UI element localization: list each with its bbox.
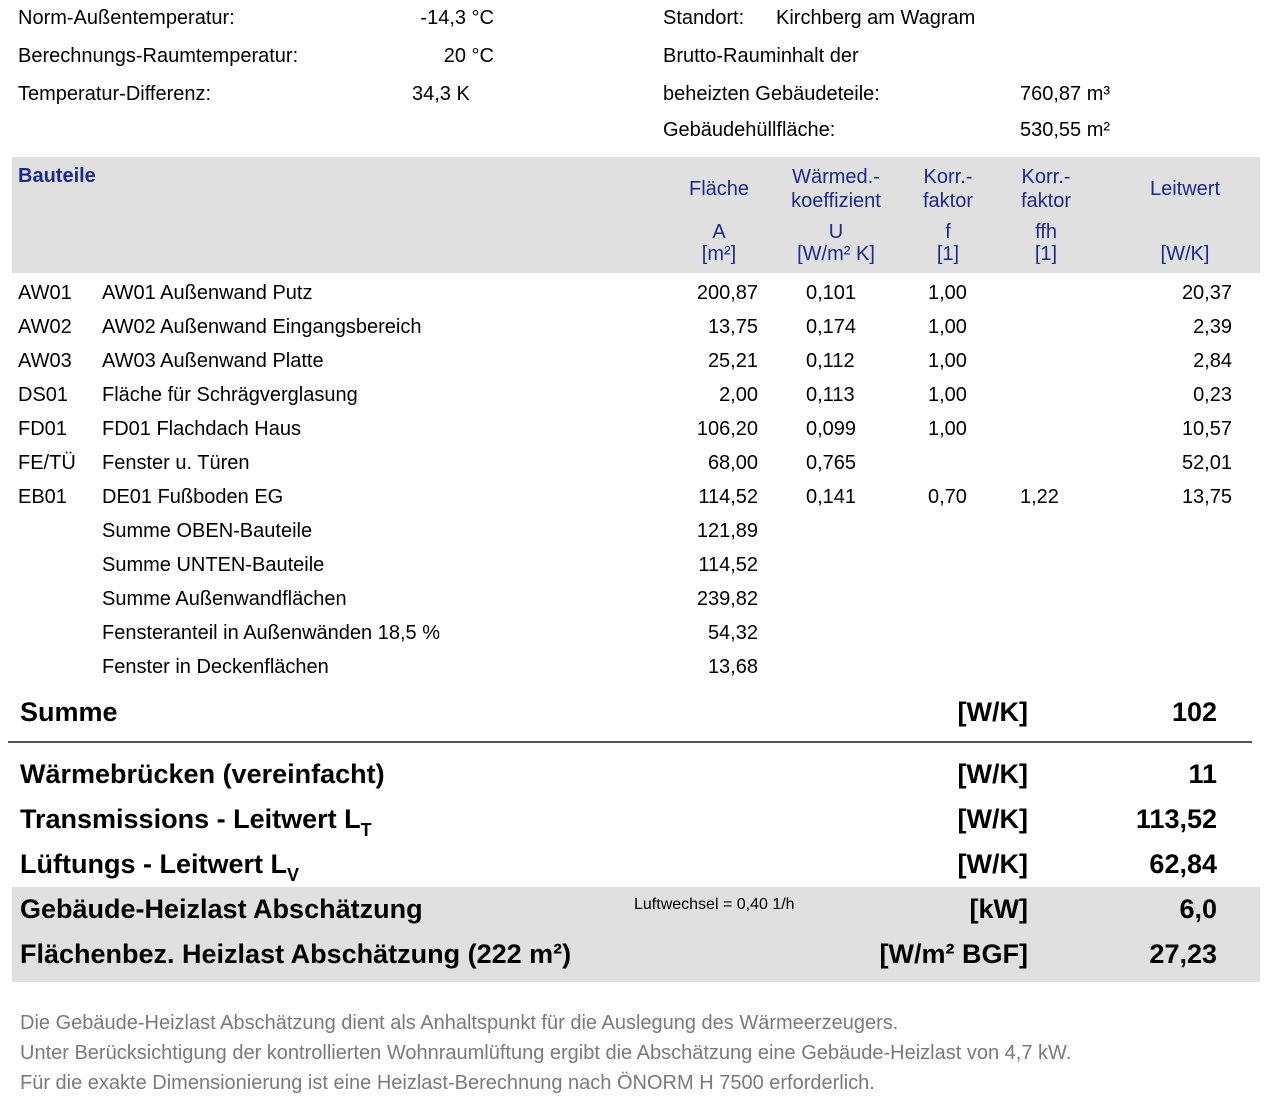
- location-label: Standort:: [663, 7, 745, 29]
- row-corr-f: 1,00: [928, 384, 967, 406]
- row-corr-f: 1,00: [928, 418, 967, 440]
- header-corr-f-symbol: f: [945, 221, 951, 243]
- row-corr-ffh: 1,22: [1020, 486, 1059, 508]
- header-corr-ffh-2: faktor: [1020, 190, 1072, 212]
- header-corr-ffh-unit: [1]: [1034, 243, 1058, 265]
- header-conductance: Leitwert: [1149, 178, 1221, 200]
- thermal-bridges-value: 11: [1188, 759, 1217, 789]
- air-change-note: Luftwechsel = 0,40 1/h: [634, 896, 795, 913]
- transmission-unit: [W/K]: [957, 804, 1028, 834]
- header-corr-f-2: faktor: [922, 190, 974, 212]
- header-conductance-unit: [W/K]: [1160, 243, 1210, 265]
- row-code: DS01: [18, 384, 69, 406]
- row-name: Fenster u. Türen: [102, 452, 250, 474]
- row-u-value: 0,141: [806, 486, 857, 508]
- sum-name: Summe UNTEN-Bauteile: [102, 554, 325, 576]
- row-code: AW03: [18, 350, 72, 372]
- ventilation-label-text: Lüftungs - Leitwert L: [20, 849, 287, 879]
- gross-volume-label-2: beheizten Gebäudeteile:: [663, 83, 880, 105]
- sum-name: Fensteranteil in Außenwänden 18,5 %: [102, 622, 440, 644]
- row-name: FD01 Flachdach Haus: [102, 418, 301, 440]
- footnote-line: Unter Berücksichtigung der kontrollierten Wohnraumlüftung ergibt die Abschätzung eine Gebäude-Heizlast von 4,7 kW.: [20, 1042, 1072, 1064]
- area-heating-load-value: 27,23: [1149, 939, 1217, 969]
- row-code: EB01: [18, 486, 67, 508]
- row-name: AW02 Außenwand Eingangsbereich: [102, 316, 422, 338]
- header-corr-f-unit: [1]: [936, 243, 960, 265]
- header-area-symbol: A: [712, 221, 726, 243]
- row-corr-f: 1,00: [928, 316, 967, 338]
- sum-area: 239,82: [696, 588, 758, 610]
- header-corr-f-1: Korr.-: [923, 166, 973, 188]
- row-code: FD01: [18, 418, 67, 440]
- row-corr-f: 0,70: [928, 486, 967, 508]
- room-temp-label: Berechnungs-Raumtemperatur:: [18, 45, 299, 67]
- temp-diff-label: Temperatur-Differenz:: [18, 83, 212, 105]
- temp-diff-value: 34,3 K: [412, 83, 470, 105]
- footnote-line: Die Gebäude-Heizlast Abschätzung dient als Anhaltspunkt für die Auslegung des Wärmeerzeugers.: [20, 1012, 899, 1034]
- header-area: Fläche: [688, 178, 750, 200]
- row-u-value: 0,112: [806, 350, 855, 372]
- heating-load-value: 6,0: [1179, 894, 1217, 924]
- header-area-unit: [m²]: [701, 243, 737, 265]
- thermal-bridges-label: Wärmebrücken (vereinfacht): [20, 759, 385, 789]
- row-conductance: 10,57: [1181, 418, 1232, 440]
- heating-load-unit: [kW]: [969, 894, 1028, 924]
- area-heating-load-unit: [W/m² BGF]: [879, 939, 1028, 969]
- header-components: Bauteile: [18, 165, 96, 187]
- row-area: 68,00: [707, 452, 758, 474]
- ventilation-unit: [W/K]: [957, 849, 1028, 879]
- header-corr-ffh-symbol: ffh: [1035, 221, 1057, 243]
- row-name: DE01 Fußboden EG: [102, 486, 284, 508]
- gross-volume-value: 760,87 m³: [1020, 83, 1111, 105]
- row-code: AW01: [18, 282, 72, 304]
- row-conductance: 20,37: [1181, 282, 1232, 304]
- row-area: 25,21: [707, 350, 758, 372]
- row-name: AW01 Außenwand Putz: [102, 282, 313, 304]
- envelope-area-label: Gebäudehüllfläche:: [663, 119, 836, 141]
- location-value: Kirchberg am Wagram: [776, 7, 976, 29]
- header-corr-ffh-1: Korr.-: [1021, 166, 1071, 188]
- row-u-value: 0,101: [806, 282, 857, 304]
- total-sum-label: Summe: [20, 697, 118, 727]
- room-temp-value: 20 °C: [443, 45, 494, 67]
- row-area: 13,75: [707, 316, 758, 338]
- sum-name: Summe OBEN-Bauteile: [102, 520, 313, 542]
- row-u-value: 0,174: [806, 316, 857, 338]
- sum-area: 114,52: [698, 554, 758, 576]
- row-name: AW03 Außenwand Platte: [102, 350, 324, 372]
- header-u-value-1: Wärmed.-: [792, 166, 880, 188]
- norm-temp-label: Norm-Außentemperatur:: [18, 7, 235, 29]
- row-area: 106,20: [696, 418, 758, 440]
- row-code: AW02: [18, 316, 72, 338]
- row-conductance: 52,01: [1181, 452, 1232, 474]
- sum-area: 54,32: [707, 622, 758, 644]
- sum-area: 121,89: [696, 520, 758, 542]
- total-sum-unit: [W/K]: [957, 697, 1028, 727]
- heating-load-label: Gebäude-Heizlast Abschätzung: [20, 894, 423, 924]
- ventilation-subscript: V: [286, 865, 299, 885]
- row-name: Fläche für Schrägverglasung: [102, 384, 358, 406]
- row-corr-f: 1,00: [928, 282, 967, 304]
- ventilation-value: 62,84: [1149, 849, 1217, 879]
- ventilation-label: [20, 848, 299, 891]
- row-corr-f: 1,00: [928, 350, 967, 372]
- sum-name: Fenster in Deckenflächen: [102, 656, 329, 678]
- gross-volume-label-1: Brutto-Rauminhalt der: [663, 45, 859, 67]
- row-area: 114,52: [698, 486, 758, 508]
- row-area: 2,00: [719, 384, 758, 406]
- transmission-label-text: Transmissions - Leitwert L: [20, 804, 361, 834]
- row-conductance: 2,39: [1193, 316, 1232, 338]
- transmission-subscript: T: [360, 820, 372, 840]
- transmission-label: [20, 803, 372, 846]
- divider-line: [8, 741, 1252, 743]
- row-code: FE/TÜ: [18, 452, 76, 474]
- row-u-value: 0,113: [806, 384, 855, 406]
- header-u-value-unit: [W/m² K]: [797, 243, 875, 265]
- row-conductance: 0,23: [1193, 384, 1232, 406]
- sum-name: Summe Außenwandflächen: [102, 588, 347, 610]
- header-u-value-symbol: U: [828, 221, 844, 243]
- transmission-value: 113,52: [1135, 804, 1217, 834]
- envelope-area-value: 530,55 m²: [1020, 119, 1111, 141]
- footnote-line: Für die exakte Dimensionierung ist eine Heizlast-Berechnung nach ÖNORM H 7500 erforderlich.: [20, 1072, 875, 1094]
- row-u-value: 0,765: [806, 452, 857, 474]
- sum-area: 13,68: [707, 656, 758, 678]
- row-conductance: 2,84: [1193, 350, 1232, 372]
- row-area: 200,87: [696, 282, 758, 304]
- norm-temp-value: -14,3 °C: [420, 7, 494, 29]
- thermal-bridges-unit: [W/K]: [957, 759, 1028, 789]
- area-heating-load-label: Flächenbez. Heizlast Abschätzung (222 m²): [20, 939, 572, 969]
- total-sum-value: 102: [1171, 697, 1217, 727]
- row-conductance: 13,75: [1181, 486, 1232, 508]
- header-u-value-2: koeffizient: [791, 190, 881, 212]
- row-u-value: 0,099: [806, 418, 857, 440]
